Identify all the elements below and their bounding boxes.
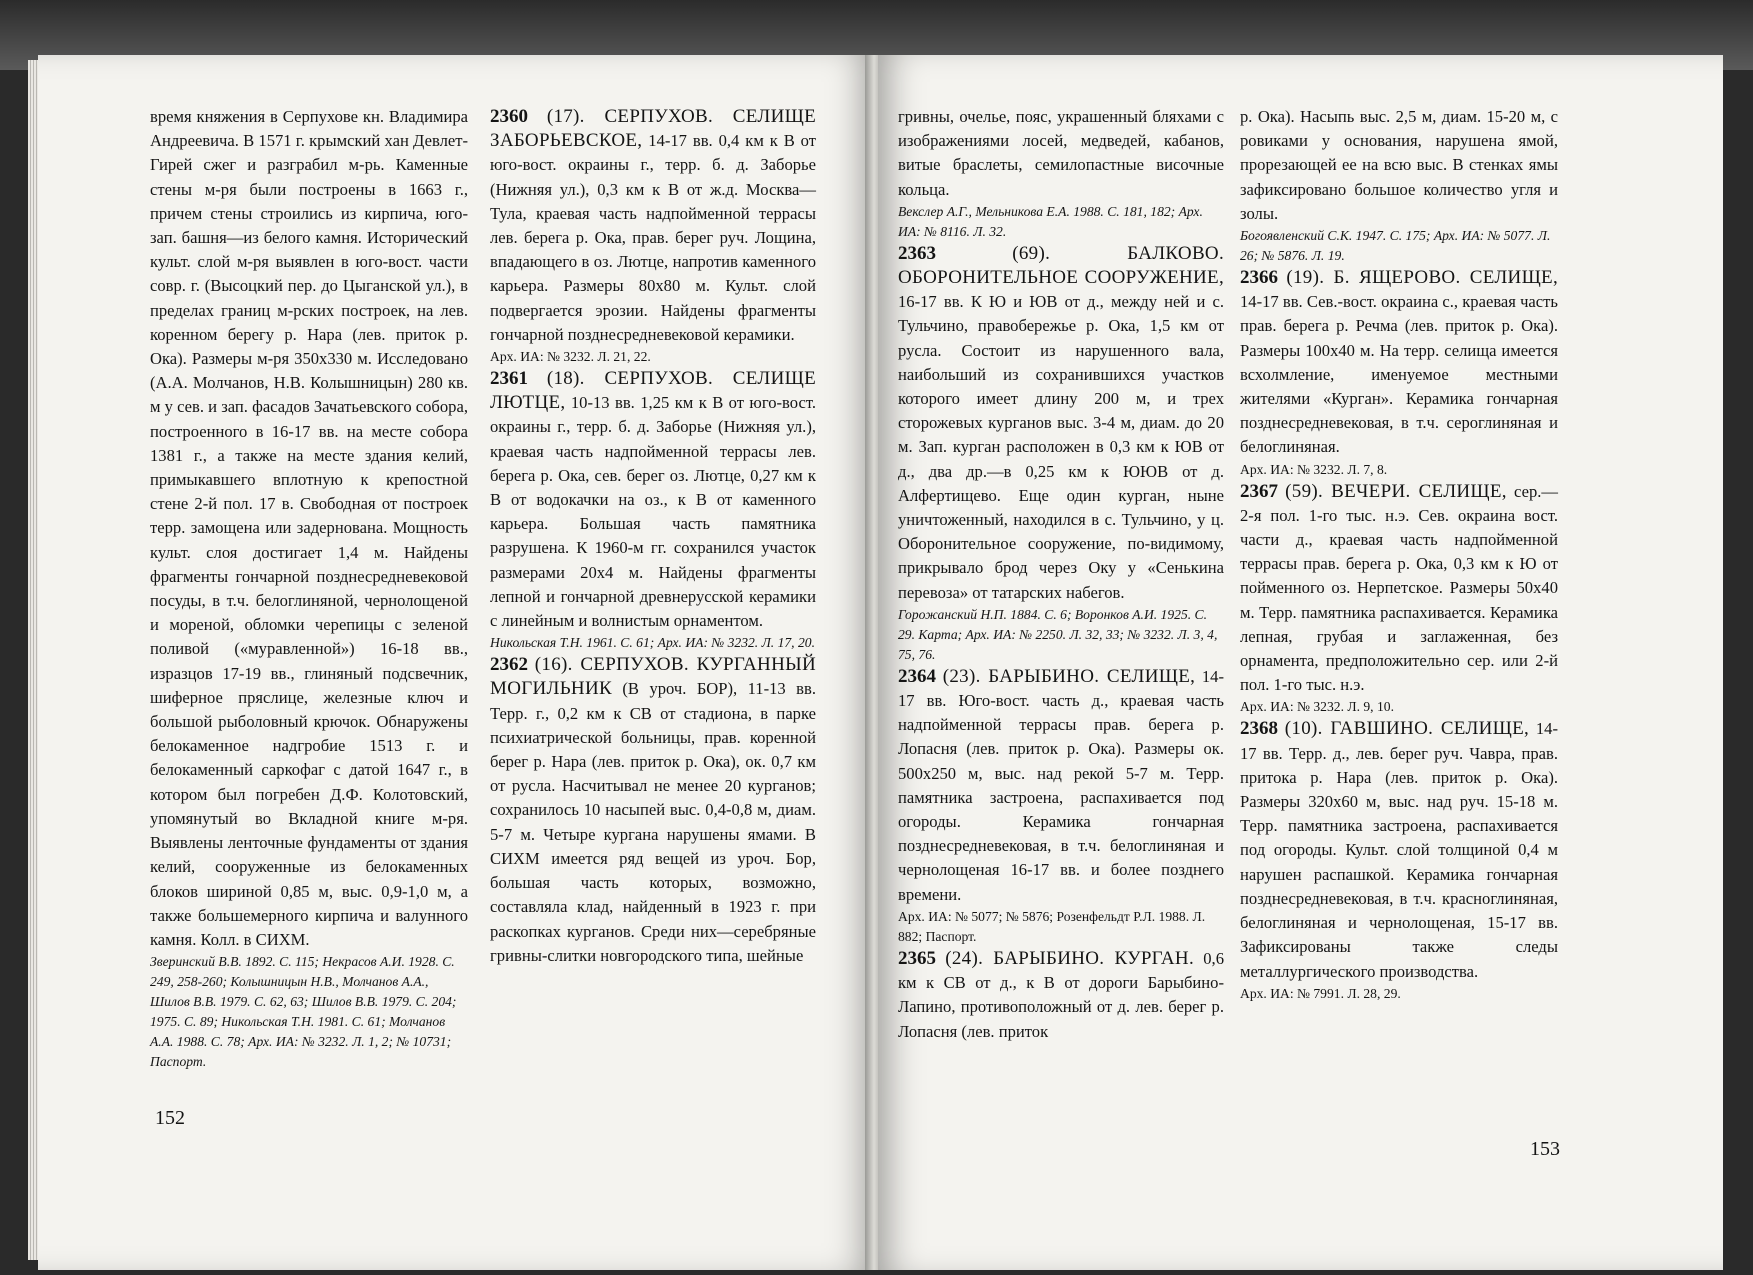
entry-2360: 2360 (17). СЕРПУХОВ. СЕЛИЩЕ ЗАБОРЬЕВСКОЕ, 14-17 вв. 0,4 км к В от юго-вост. окраины г., терр. б. д. Заборье (Нижняя ул.), 0,3 км к В от ж.д. Москва—Тула, краевая часть надпойменной террасы лев. берега р. Ока, прав. берег руч. Лощина, впадающего в оз. Лютце, напротив каменного карьера. Размеры 80x80 м. Культ. слой подвергается эрозии. Найдены фрагменты гончарной позднесредневековой керамики. xyxy=(490,106,816,344)
page-number-left: 152 xyxy=(155,1107,185,1129)
entry-2360-literature: Арх. ИА: № 3232. Л. 21, 22. xyxy=(490,349,651,365)
entry-2361: 2361 (18). СЕРПУХОВ. СЕЛИЩЕ ЛЮТЦЕ, 10-13 вв. 1,25 км к В от юго-вост. окраины г., терр. б. д. Заборье (Нижняя ул.), краевая часть надпойменной террасы лев. берега р. Ока, сев. берег оз. Лютце, 0,27 км к В от водокачки на оз., к В от каменного карьера. Большая часть памятника разрушена. К 1960-м гг. сохранился участок размерами 20x4 м. Найдены фрагменты лепной и гончарной древнерусской керамики с линейным и волнистым орнаментом. xyxy=(490,368,816,631)
entry-2364-literature: Арх. ИА: № 5077; № 5876; Розенфельдт Р.Л. 1988. Л. 882; Паспорт. xyxy=(898,908,1206,944)
right-column-1 xyxy=(898,105,1224,1044)
page-number-right: 153 xyxy=(1530,1138,1560,1160)
entry-2366: 2366 (19). Б. ЯЩЕРОВО. СЕЛИЩЕ, 14-17 вв. Сев.-вост. окраина с., краевая часть прав. берега р. Речма (лев. приток р. Ока). Размеры 100x40 м. На терр. селища имеется всхолмление, именуемое местными жителями «Курган». Керамика гончарная позднесредневековая, в т.ч. сероглиняная и белоглиняная. xyxy=(1240,267,1558,457)
left-page xyxy=(38,55,873,1270)
entry-2363-literature: Горожанский Н.П. 1884. С. 6; Воронков А.И. 1925. С. 29. Карта; Арх. ИА: № 2250. Л. 32, 33; № 3232. Л. 3, 4, 75, 76. xyxy=(898,606,1218,662)
entry-2365: 2365 (24). БАРЫБИНО. КУРГАН. 0,6 км к СВ от д., к В от дороги Барыбино-Лапино, противоположный от д. лев. берег р. Лопасня (лев. приток xyxy=(898,947,1224,1041)
entry-2362: 2362 (16). СЕРПУХОВ. КУРГАННЫЙ МОГИЛЬНИК (В уроч. БОР), 11-13 вв. Терр. г., 0,2 км к СВ от стадиона, в парке психиатрической больницы, прав. коренной берег р. Нара (лев. приток р. Ока), ок. 0,7 км от русла. Насчитывал не менее 20 курганов; сохранилось 10 насыпей выс. 0,4-0,8 м, диам. 5-7 м. Четыре кургана нарушены ямами. В СИХМ имеется ряд вещей из уроч. Бор, большая часть которых, возможно, составляла клад, найденный в 1923 г. при раскопках курганов. Среди них—серебряные гривны-слитки новгородского типа, шейные xyxy=(490,654,816,965)
literature-references: Зверинский В.В. 1892. С. 115; Некрасов А.И. 1928. С. 249, 258-260; Колышницын Н.В., Молчанов А.А., Шилов В.В. 1979. С. 62, 63; Шилов В.В. 1979. С. 204; 1975. С. 89; Никольская Т.Н. 1981. С. 61; Молчанов А.А. 1988. С. 78; Арх. ИА: № 3232. Л. 1, 2; № 10731; Паспорт. xyxy=(150,954,457,1070)
entry-2361-literature: Никольская Т.Н. 1961. С. 61; Арх. ИА: № 3232. Л. 17, 20. xyxy=(490,635,815,651)
entry-2363: 2363 (69). БАЛКОВО. ОБОРОНИТЕЛЬНОЕ СООРУЖЕНИЕ, 16-17 вв. К Ю и ЮВ от д., между ней и с. Тульчино, правобережье р. Ока, 1,5 км от русла. Состоит из нарушенного вала, наибольший из сохранившихся участков которого имеет длину 200 м, и трех сторожевых курганов выс. 3-4 м, диам. до 20 м. Зап. курган расположен в 0,3 км к ЮВ от д., два др.—в 0,25 км к ЮЮВ от д. Алфертищево. Еще один курган, ныне уничтоженный, находился в с. Тульчино, у ц. Оборонительное сооружение, по-видимому, прикрывало брод через Оку у «Сенькина перевоза» от татарских набегов. xyxy=(898,242,1224,602)
entry-2368: 2368 (10). ГАВШИНО. СЕЛИЩЕ, 14-17 вв. Терр. д., лев. берег руч. Чавра, прав. притока р. Нара (лев. приток р. Ока). Размеры 320x60 м, выс. над руч. 15-18 м. Терр. памятника застроена, распахивается под огороды. Культ. слой толщиной 0,4 м нарушен распашкой. Керамика гончарная позднесредневековая, в т.ч. красноглиняная, белоглиняная и чернолощеная, 15-17 вв. Зафиксированы также следы металлургического производства. xyxy=(1240,718,1558,981)
left-column-1 xyxy=(150,105,468,1072)
entry-2365-continuation: р. Ока). Насыпь выс. 2,5 м, диам. 15-20 м, с ровиками у основания, нарушена ямой, прорезающей ее на всю выс. В стенках ямы зафиксировано большое количество угля и золы. xyxy=(1240,107,1558,223)
left-column-2 xyxy=(490,105,816,968)
entry-2366-literature: Арх. ИА: № 3232. Л. 7, 8. xyxy=(1240,461,1388,477)
entry-2365-literature: Богоявленский С.К. 1947. С. 175; Арх. ИА: № 5077. Л. 26; № 5876. Л. 19. xyxy=(1240,228,1551,264)
entry-2362-continuation: гривны, очелье, пояс, украшенный бляхами с изображениями лосей, медведей, кабанов, витые браслеты, семилопастные височные кольца. xyxy=(898,107,1224,199)
entry-2362-literature: Векслер А.Г., Мельникова Е.А. 1988. С. 181, 182; Арх. ИА: № 8116. Л. 32. xyxy=(898,203,1203,239)
entry-continuation-text: время княжения в Серпухове кн. Владимира Андреевича. В 1571 г. крымский хан Девлет-Гирей сжег и разграбил м-рь. Каменные стены м-ря были построены в 1663 г., причем стены строились из кирпича, юго-зап. башня—из белого камня. Исторический культ. слой м-ря выявлен в юго-вост. части совр. г. (Высоцкий пер. до Цыганской ул.), в пределах границ м-рских построек, на лев. коренном берегу р. Нара (лев. приток р. Ока). Размеры м-ря 350x330 м. Исследовано (А.А. Молчанов, Н.В. Колышницын) 280 кв. м у сев. и зап. фасадов Зачатьевского собора, построенного в 16-17 вв. на месте собора 1381 г., а также на месте здания келий, примыкавшего вплотную к крепостной стене 2-й пол. 17 в. Свободная от построек терр. замощена или задернована. Мощность культ. слоя достигает 1,4 м. Найдены фрагменты гончарной позднесредневековой посуды, в т.ч. белоглиняной, чернолощеной и мореной, обломки черепицы с зеленой поливой («муравленной») 16-18 вв., изразцов 17-19 вв., глиняный подсвечник, шиферное пряслице, железные ключ и большой рыболовный крючок. Обнаружены белокаменное надгробие 1513 г. и белокаменный саркофаг с датой 1647 г., в котором был погребен Д.Ф. Колотовский, упомянутый во Вкладной книге м-ря. Выявлены ленточные фундаменты от здания келий, сооруженные из белокаменных блоков шириной 0,85 м, выс. 0,9-1,0 м, а также большемерного кирпича и валунного камня. Колл. в СИХМ. xyxy=(150,107,468,949)
entry-2368-literature: Арх. ИА: № 7991. Л. 28, 29. xyxy=(1240,985,1401,1001)
entry-2367-literature: Арх. ИА: № 3232. Л. 9, 10. xyxy=(1240,699,1394,715)
right-column-2 xyxy=(1240,105,1558,1004)
right-page xyxy=(878,55,1723,1270)
entry-2367: 2367 (59). ВЕЧЕРИ. СЕЛИЩЕ, сер.—2-я пол. 1-го тыс. н.э. Сев. окраина вост. части д., краевая часть надпойменной террасы прав. берега р. Ока, 0,3 км к Ю от пойменного оз. Нерпетское. Размеры 50x40 м. Терр. памятника распахивается. Керамика лепная, грубая и заглаженная, без орнамента, предположительно сер. или 2-й пол. 1-го тыс. н.э. xyxy=(1240,480,1558,695)
entry-2364: 2364 (23). БАРЫБИНО. СЕЛИЩЕ, 14-17 вв. Юго-вост. часть д., краевая часть надпойменной террасы прав. берега р. Лопасня (лев. приток р. Ока). Размеры ок. 500x250 м, выс. над рекой 5-7 м. Терр. памятника застроена, распахивается под огороды. Керамика гончарная позднесредневековая, в т.ч. белоглиняная и чернолощеная 16-17 вв. и более позднего времени. xyxy=(898,665,1224,904)
